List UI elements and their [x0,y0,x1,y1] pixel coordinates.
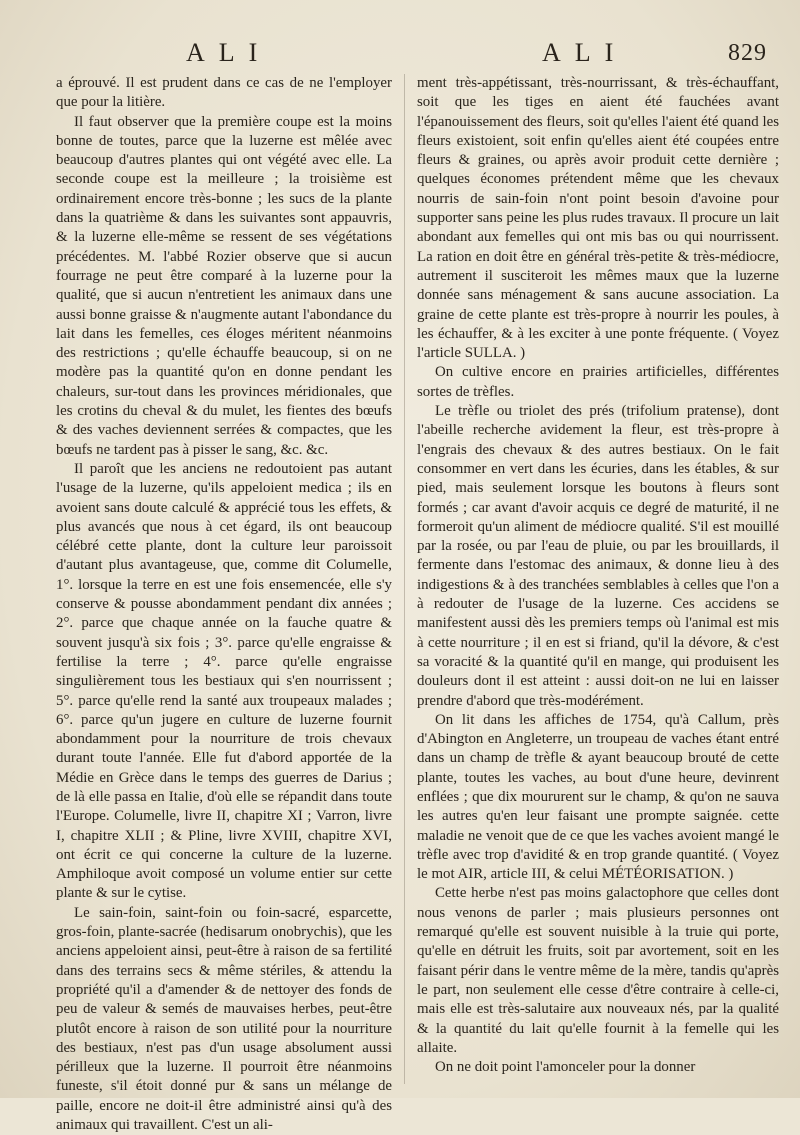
header-word-left: ALI [186,38,272,67]
page-number: 829 [728,40,767,66]
paragraph: Cette herbe n'est pas moins galactophore que celles dont nous venons de parler ; mais plusieurs personnes ont remarqué qu'elle est souvent nuisible à la truie qui porte, qu'elle en détruit les fruits, soit par avortement, soit en les faisant périr dans le ventre même de la mère, tandis qu'après le part, non seulement elle cesse d'être contraire à celle-ci, mais elle est très-salutaire aux nouveaux nés, par la qualité & la quantité du lait qu'elle fournit à la femelle qui les allaite. [417,885,779,1056]
left-column [56,74,392,1135]
paragraph: Le sain-foin, saint-foin ou foin-sacré, esparcette, gros-foin, plante-sacrée (hedisarum onobrychis), que les anciens appeloient ainsi, peut-être à raison de sa fertilité dans des terrains secs & même stériles, & attendu la propriété qu'il a d'amender & de nettoyer des fonds de peu de valeur & semés de mauvaises herbes, peut-être plutôt encore à raison de son utilité pour la nourriture des bestiaux, n'est pas d'un usage absolument aussi périlleux que la luzerne. Il pourroit être néanmoins funeste, s'il étoit donné pur & sans un mélange de paille, encore ne doit-il être administré ainsi qu'à des animaux qui travaillent. C'est un ali- [56,904,392,1134]
paragraph: Le trèfle ou triolet des prés (trifolium pratense), dont l'abeille recherche avidement la fleur, est très-propre à l'engrais des chevaux & des autres bestiaux. On le fait consommer en vert dans les écuries, dans les étables, & sur pied, mais seulement lorsque les boutons à fleurs sont formés ; car avant d'avoir acquis ce degré de maturité, il ne formeroit qu'un aliment de médiocre qualité. S'il est mouillé par la rosée, ou par l'eau de pluie, ou par les brouillards, il fermente dans l'estomac des animaux, & donne lieu à des indigestions & à des tranchées semblables à celles que l'on a à redouter de l'usage de la luzerne. Ces accidens se manifestent aussi dès les premiers temps où l'animal est mis à cette nourriture ; il en est si friand, qu'il la dévore, & c'est sa voracité & la quantité qu'il en mange, qui produisent les douleurs dont il est atteint : aussi doit-on ne lui en laisser prendre d'abord que très-modérément. [417,403,779,709]
paragraph: a éprouvé. Il est prudent dans ce cas de ne l'employer que pour la litière. [56,75,392,111]
paragraph: On lit dans les affiches de 1754, qu'à Callum, près d'Abington en Angleterre, un troupeau de vaches étant entré dans un champ de trèfle & ayant beaucoup brouté de cette plante, toutes les vaches, au bout d'une heure, devinrent enflées ; que dix moururent sur le champ, & qu'on ne sauva les autres qu'en leur faisant une prompte saignée. cette maladie ne venoit que de ce que les vaches avoient mangé le trèfle avec trop d'avidité & en trop grande quantité. ( Voyez le mot AIR, article III, & celui MÉTÉORISATION. ) [417,711,779,883]
paragraph: Il paroît que les anciens ne redoutoient pas autant l'usage de la luzerne, qu'ils appeloient medica ; ils en avoient sans doute calculé & apprécié tous les effets, & plus avancés que nous à cet égard, ils ont beaucoup célébré cette plante, dont la culture leur paroissoit d'autant plus avantageuse, que, comme dit Columelle, 1°. lorsque la terre en est une fois ensemencée, elle s'y conserve & pousse abondamment pendant dix années ; 2°. parce que chaque année on la fauche quatre & souvent jusqu'à six fois ; 3°. parce qu'elle engraisse & fertilise la terre ; 4°. parce qu'elle engraisse singulièrement tous les bestiaux qui s'en nourrissent ; 5°. parce qu'elle rend la santé aux troupeaux malades ; 6°. parce qu'un jugere en culture de luzerne fournit abondamment pour la nourriture de trois chevaux durant toute l'année. Elle fut d'abord apportée de la Médie en Grèce dans le temps des guerres de Darius ; de là elle passa en Italie, d'où elle se répandit dans toute l'Europe. Columelle, livre II, chapitre XI ; Varron, livre I, chapitre XLII ; & Pline, livre XVIII, chapitre XVI, ont écrit ce qui concerne la culture de la luzerne. Amphiloque avoit composé un volume entier sur cette plante & sur le cytise. [56,460,392,902]
column-divider [404,74,405,1084]
paragraph: On cultive encore en prairies artificielles, différentes sortes de trèfles. [417,364,779,400]
right-column [417,74,779,1077]
paragraph: Il faut observer que la première coupe est la moins bonne de toutes, parce que la luzerne est mêlée avec beaucoup d'autres plantes qui ont végété avec elle. La seconde coupe est la meilleure ; la troisième est ordinairement encore très-bonne ; les sucs de la plante dans la quatrième & dans les suivantes sont appauvris, & la luzerne elle-même se ressent de ses végétations précédentes. M. l'abbé Rozier observe que si aucun fourrage ne peut être comparé à la luzerne pour la qualité, que si aucun n'entretient les animaux dans une aussi bonne graisse & n'augmente autant l'abondance du lait dans les femelles, ces éloges méritent néanmoins des restrictions ; qu'elle échauffe beaucoup, si on ne modère pas la quantité qu'on en donne pendant les chaleurs, sur-tout dans les provinces méridionales, que les crotins du cheval & du mulet, les fientes des bœufs & des vaches deviennent serrées & compactes, que les bœufs ne tardent pas à pisser le sang, &c. &c. [56,113,392,458]
paragraph: On ne doit point l'amonceler pour la donner [435,1059,696,1076]
running-header [0,38,800,78]
paragraph: ment très-appétissant, très-nourrissant, & très-échauffant, soit que les tiges en aient été fauchées avant l'épanouissement des fleurs, soit qu'elles l'aient été quand les fleurs existoient, soit enfin qu'elles aient été coupées entre fleurs & graines, ou après avoir produit cette dernière ; quelques économes prétendent même que les chevaux nourris de sain-foin n'ont point besoin d'avoine pour supporter sans peine les plus rudes travaux. Il procure un lait abondant aux femelles qui ont mis bas ou qui nourrissent. La ration en doit être en général très-petite & très-médiocre, autrement il susciteroit les mêmes maux que la luzerne donnée sans ménagement & sans aucune association. La graine de cette plante est très-propre à nourrir les poules, à les échauffer, & à les exciter à une ponte fréquente. ( Voyez l'article SULLA. ) [417,75,779,362]
header-word-right: ALI [542,38,628,67]
